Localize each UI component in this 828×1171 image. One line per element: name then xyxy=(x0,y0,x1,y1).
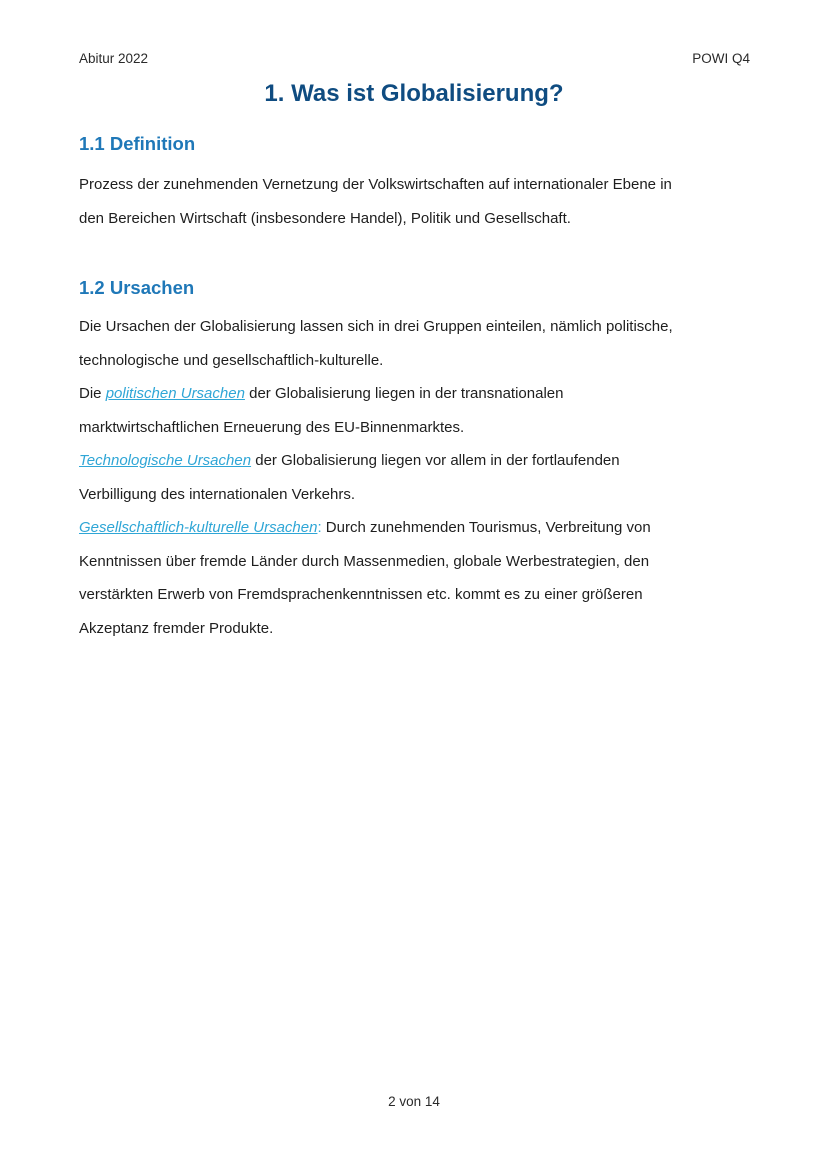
definition-line-2: den Bereichen Wirtschaft (insbesondere Handel), Politik und Gesellschaft. xyxy=(79,209,571,227)
politisch-paragraph xyxy=(79,377,759,444)
document-content xyxy=(79,130,759,645)
technologisch-rest-line-1: der Globalisierung liegen vor allem in der fortlaufenden xyxy=(251,452,620,469)
ursachen-intro-line-2: technologische und gesellschaftlich-kulturelle. xyxy=(79,351,384,369)
gesellschaftlich-paragraph xyxy=(79,511,759,645)
ursachen-intro-line-1: Die Ursachen der Globalisierung lassen sich in drei Gruppen einteilen, nämlich politische, xyxy=(79,318,673,335)
politische-ursachen-link[interactable]: politischen Ursachen xyxy=(105,385,245,402)
ursachen-intro-paragraph xyxy=(79,310,759,377)
gesellschaftlich-line-2: Kenntnissen über fremde Länder durch Massenmedien, globale Werbestrategien, den xyxy=(79,552,650,570)
definition-paragraph xyxy=(79,168,759,235)
gesellschaftlich-colon: : xyxy=(317,519,322,536)
definition-line-1: Prozess der zunehmenden Vernetzung der Volkswirtschaften auf internationaler Ebene in xyxy=(79,176,672,193)
page-indicator: 2 von 14 xyxy=(388,1094,440,1109)
page-title: 1. Was ist Globalisierung? xyxy=(264,80,564,107)
section-heading-ursachen: 1.2 Ursachen xyxy=(79,277,195,298)
technologisch-line-2: Verbilligung des internationalen Verkehrs. xyxy=(79,485,356,503)
header-left: Abitur 2022 xyxy=(79,51,149,66)
section-ursachen xyxy=(79,274,759,645)
gesellschaftlich-line-4: Akzeptanz fremder Produkte. xyxy=(79,619,274,637)
politisch-prefix: Die xyxy=(79,385,106,402)
technologisch-paragraph xyxy=(79,444,759,511)
section-heading-definition: 1.1 Definition xyxy=(79,133,196,154)
politisch-line-2: marktwirtschaftlichen Erneuerung des EU-Binnenmarktes. xyxy=(79,418,465,436)
gesellschaftlich-rest-line-1: Durch zunehmenden Tourismus, Verbreitung von xyxy=(321,519,651,536)
politisch-rest-line-1: der Globalisierung liegen in der transnationalen xyxy=(244,385,564,402)
gesellschaftlich-kulturelle-ursachen-link[interactable]: Gesellschaftlich-kulturelle Ursachen xyxy=(79,519,318,536)
header-right: POWI Q4 xyxy=(692,51,750,66)
gesellschaftlich-line-3: verstärkten Erwerb von Fremdsprachenkenntnissen etc. kommt es zu einer größeren xyxy=(79,586,643,603)
technologische-ursachen-link[interactable]: Technologische Ursachen xyxy=(79,452,252,469)
section-definition xyxy=(79,130,759,235)
